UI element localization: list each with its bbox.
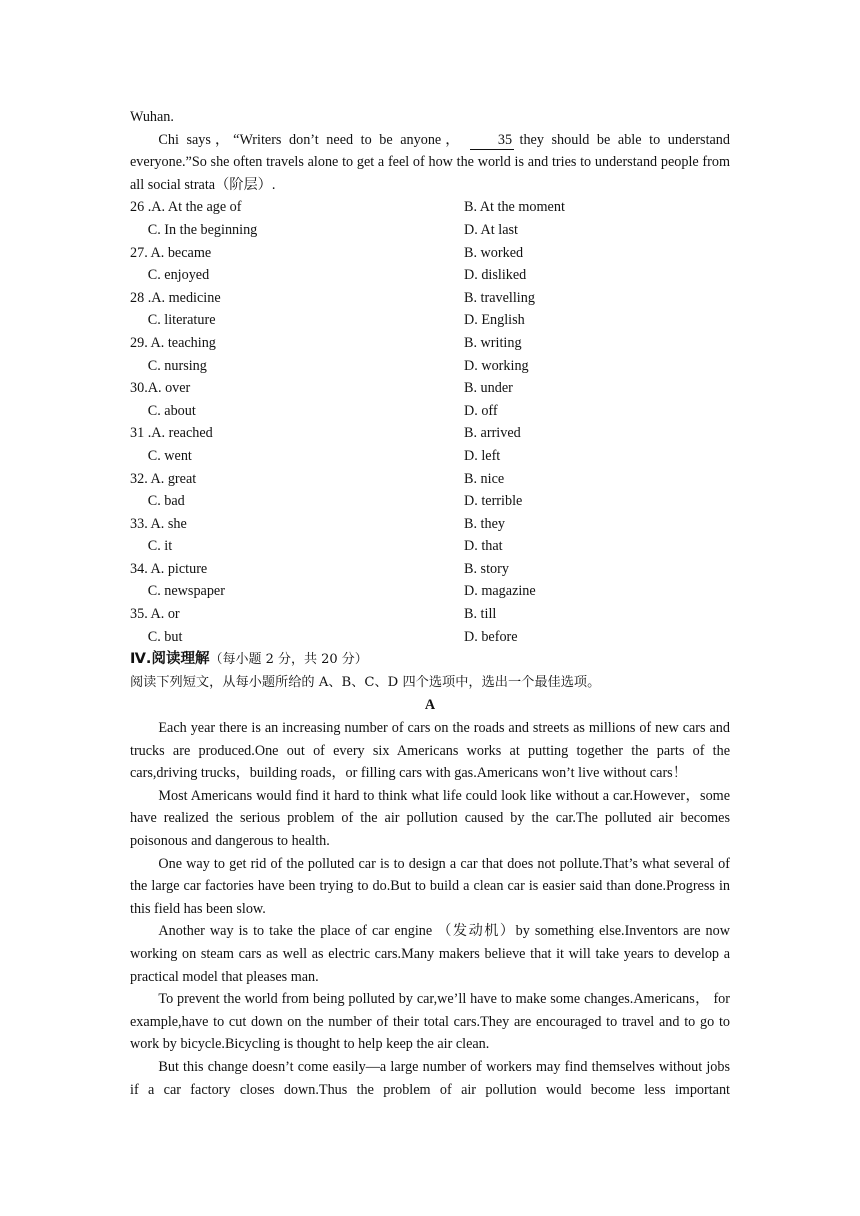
passage-paragraph: But this change doesn’t come easily—a large number of workers may find themselves without jobs if a car factory closes down.Thus the problem of air pollution would become less important — [130, 1058, 730, 1098]
question-32-row-1 — [130, 468, 730, 491]
question-26-option-d[interactable]: D. At last — [464, 221, 518, 238]
question-33-row-1 — [130, 513, 730, 536]
question-30-row-2 — [130, 400, 730, 423]
question-34-row-1 — [130, 558, 730, 581]
passage-paragraph: Another way is to take the place of car engine （发动机）by something else.Inventors are now working on steam cars as well as electric cars.Many makers believe that it will take years to develop a practical model that pleases man. — [130, 923, 730, 985]
question-31-row-2 — [130, 445, 730, 468]
passage-paragraph: To prevent the world from being polluted by car,we’ll have to make some changes.Americans， for example,have to cut down on the number of their total cars.They are encouraged to travel and to go to work by bicycle.Bicycling is thought to help keep the air clean. — [130, 991, 730, 1053]
question-29-row-2 — [130, 355, 730, 378]
question-28-option-d[interactable]: D. English — [464, 312, 525, 329]
question-31-option-d[interactable]: D. left — [464, 447, 501, 464]
section-heading: Ⅳ.阅读理解 — [130, 651, 210, 668]
question-33-row-2 — [130, 535, 730, 558]
intro-text-after: they should be able to understand everyone.”So she often travels alone to get a feel of how the world is and tries to understand people from all social strata（阶层）. — [130, 131, 730, 193]
question-29-option-a[interactable]: 29. A. teaching — [130, 334, 216, 351]
question-31-row-1 — [130, 422, 730, 445]
passage-paragraph: Most Americans would find it hard to think what life could look like without a car.However，some have realized the serious problem of the air pollution caused by the car.The polluted air becomes poisonous and dangerous to health. — [130, 787, 730, 849]
question-32-row-2 — [130, 490, 730, 513]
question-34-row-2 — [130, 580, 730, 603]
question-28-row-1 — [130, 287, 730, 310]
section-score-note: （每小题 2 分，共 20 分） — [209, 652, 368, 668]
question-26-row-1 — [130, 196, 730, 219]
question-33-option-c[interactable]: C. it — [130, 538, 173, 555]
question-28-option-c[interactable]: C. literature — [130, 312, 216, 329]
question-30-option-b[interactable]: B. under — [464, 380, 513, 397]
question-34-option-d[interactable]: D. magazine — [464, 583, 536, 600]
question-27-row-2 — [130, 264, 730, 287]
section-heading-row — [130, 648, 730, 672]
question-26-option-b[interactable]: B. At the moment — [464, 199, 565, 216]
question-35-row-2 — [130, 626, 730, 649]
question-29-option-d[interactable]: D. working — [464, 357, 529, 374]
intro-line-wuhan: Wuhan. — [130, 109, 174, 125]
passage-label: A — [424, 697, 436, 714]
question-29-row-1 — [130, 332, 730, 355]
question-33-option-d[interactable]: D. that — [464, 538, 503, 555]
question-34-option-a[interactable]: 34. A. picture — [130, 560, 208, 577]
question-34-option-c[interactable]: C. newspaper — [130, 583, 225, 600]
question-32-option-d[interactable]: D. terrible — [464, 493, 523, 510]
question-35-option-d[interactable]: D. before — [464, 628, 518, 645]
question-28-option-b[interactable]: B. travelling — [464, 289, 535, 306]
question-33-option-b[interactable]: B. they — [464, 515, 505, 532]
question-30-row-1 — [130, 377, 730, 400]
question-31-option-b[interactable]: B. arrived — [464, 425, 521, 442]
question-28-row-2 — [130, 309, 730, 332]
section-instruction: 阅读下列短文，从每小题所给的 A、B、C、D 四个选项中，选出一个最佳选项。 — [130, 674, 601, 690]
question-27-option-c[interactable]: C. enjoyed — [130, 267, 210, 284]
question-30-option-d[interactable]: D. off — [464, 402, 498, 419]
question-26-row-2 — [130, 219, 730, 242]
question-31-option-a[interactable]: 31 .A. reached — [130, 425, 213, 442]
question-27-option-a[interactable]: 27. A. became — [130, 244, 212, 261]
question-35-option-c[interactable]: C. but — [130, 628, 183, 645]
question-27-option-b[interactable]: B. worked — [464, 244, 524, 261]
intro-text-before: Chi says，“Writers don’t need to be anyone， — [158, 131, 464, 148]
passage-paragraph: Each year there is an increasing number of cars on the roads and streets as millions of new cars and trucks are produced.One out of every six Americans works at putting together the parts of the cars,driving trucks，building roads，or filling cars with gas.Americans won’t live without cars！ — [130, 720, 730, 782]
document-page — [130, 106, 730, 1101]
question-35-option-b[interactable]: B. till — [464, 606, 497, 623]
question-29-option-b[interactable]: B. writing — [464, 334, 522, 351]
question-28-option-a[interactable]: 28 .A. medicine — [130, 289, 221, 306]
question-29-option-c[interactable]: C. nursing — [130, 357, 207, 374]
passage-a — [130, 717, 730, 1101]
question-32-option-c[interactable]: C. bad — [130, 493, 185, 510]
intro-paragraph — [130, 129, 730, 197]
question-35-option-a[interactable]: 35. A. or — [130, 606, 180, 623]
question-30-option-a[interactable]: 30.A. over — [130, 380, 191, 397]
question-33-option-a[interactable]: 33. A. she — [130, 515, 187, 532]
question-27-row-1 — [130, 242, 730, 265]
answer-blank-35[interactable]: 35 — [470, 132, 514, 150]
question-27-option-d[interactable]: D. disliked — [464, 267, 527, 284]
question-26-option-c[interactable]: C. In the beginning — [130, 221, 258, 238]
question-35-row-1 — [130, 603, 730, 626]
question-34-option-b[interactable]: B. story — [464, 560, 509, 577]
question-31-option-c[interactable]: C. went — [130, 447, 192, 464]
question-26-option-a[interactable]: 26 .A. At the age of — [130, 199, 242, 216]
question-32-option-b[interactable]: B. nice — [464, 470, 505, 487]
passage-paragraph: One way to get rid of the polluted car is to design a car that does not pollute.That’s what several of the large car factories have been trying to do.But to build a clean car is easier said than done.Progress in this field has been slow. — [130, 855, 730, 917]
question-30-option-c[interactable]: C. about — [130, 402, 196, 419]
question-32-option-a[interactable]: 32. A. great — [130, 470, 197, 487]
options-list — [130, 196, 730, 648]
